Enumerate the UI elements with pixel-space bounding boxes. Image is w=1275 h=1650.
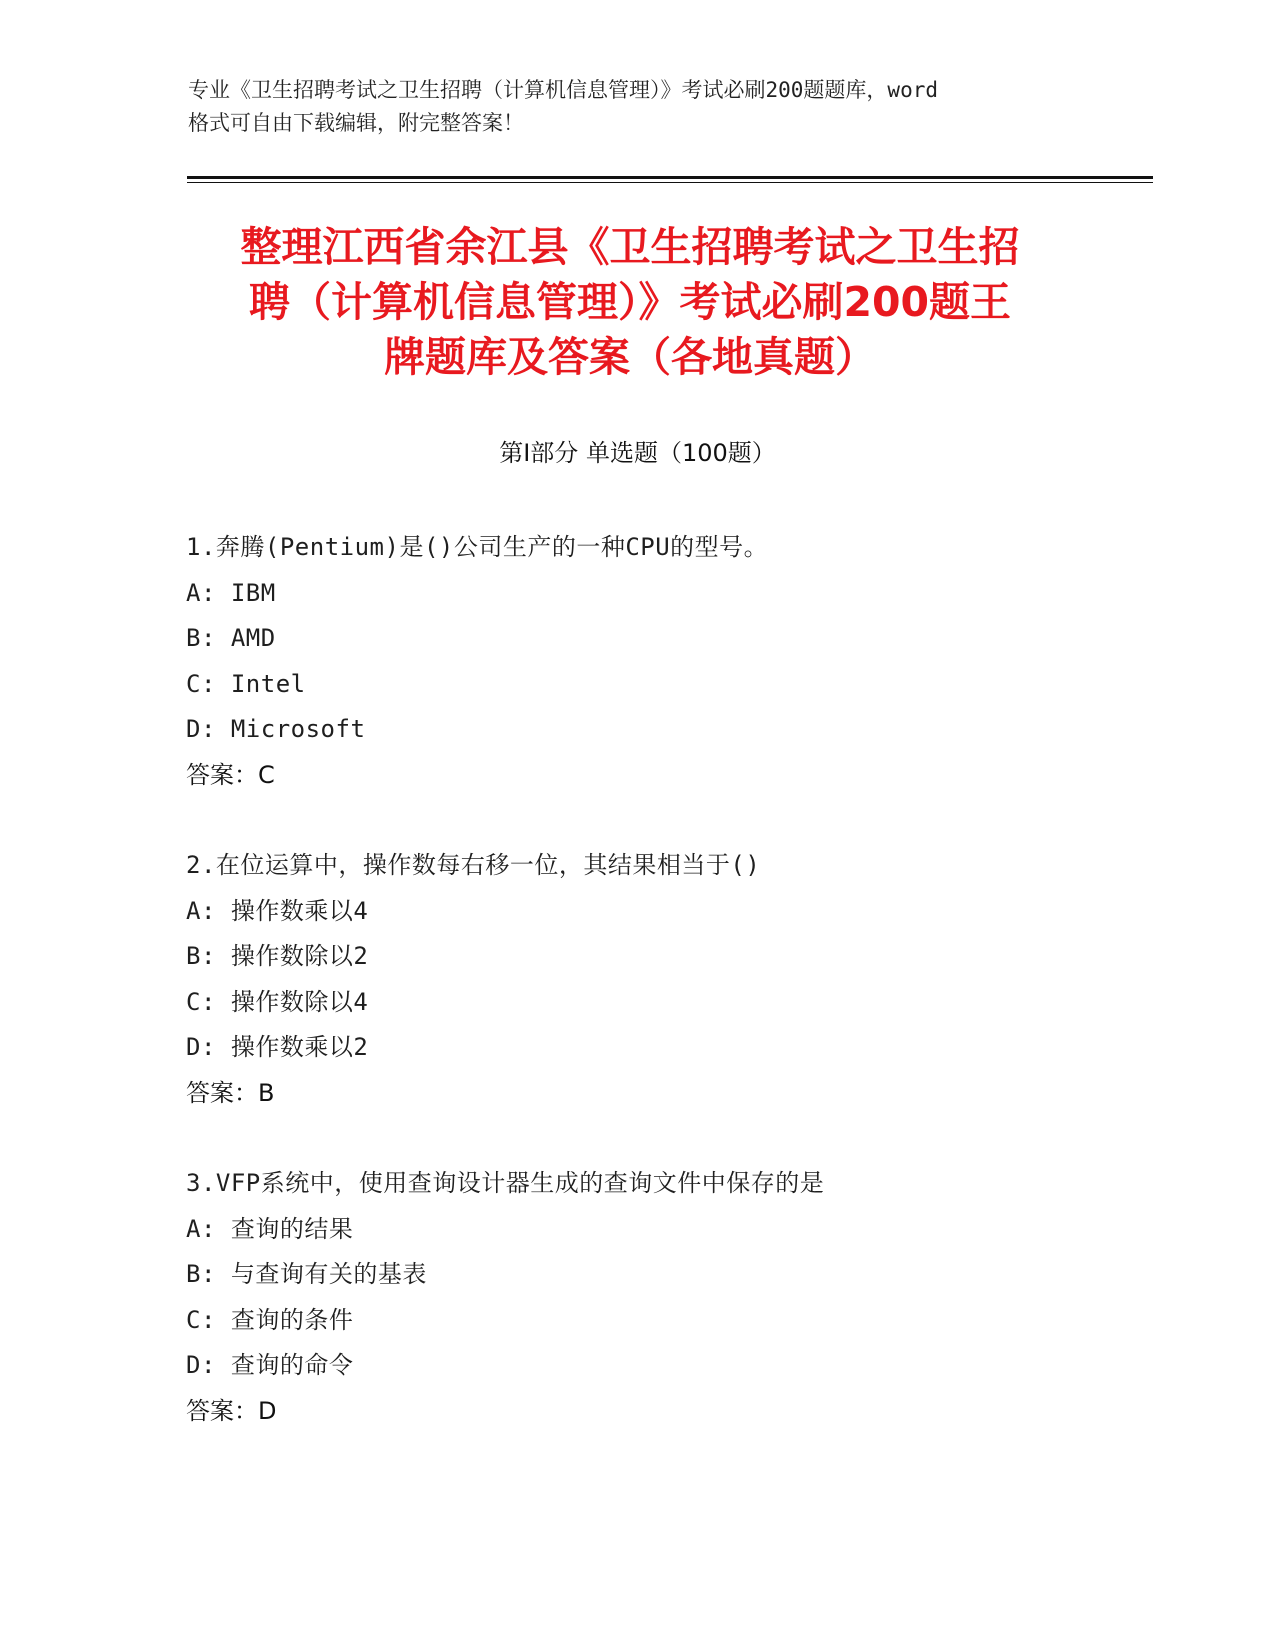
document-title-line-1: 整理江西省余江县《卫生招聘考试之卫生招 bbox=[240, 223, 1020, 271]
document-title-line-2: 聘（计算机信息管理）》考试必刷200题王 bbox=[248, 278, 1012, 326]
header-note-line-1: 专业《卫生招聘考试之卫生招聘（计算机信息管理）》考试必刷200题题库，word bbox=[188, 78, 938, 102]
question-2 bbox=[186, 843, 1136, 1116]
answer: 答案：C bbox=[186, 760, 275, 789]
answer: 答案：D bbox=[186, 1396, 277, 1425]
question-stem: 2.在位运算中，操作数每右移一位，其结果相当于() bbox=[186, 851, 761, 879]
option-b: B: 与查询有关的基表 bbox=[186, 1260, 427, 1288]
option-a: A: 操作数乘以4 bbox=[186, 896, 369, 925]
header-note-line-2: 格式可自由下载编辑，附完整答案！ bbox=[188, 111, 524, 135]
option-b: B: AMD bbox=[186, 624, 276, 652]
question-3 bbox=[186, 1161, 1136, 1434]
section-title: 第Ⅰ部分 单选题（100题） bbox=[499, 439, 776, 467]
option-c: C: 操作数除以4 bbox=[186, 987, 369, 1016]
option-d: D: Microsoft bbox=[186, 715, 366, 743]
header-note bbox=[188, 74, 1088, 140]
header-rule-thick bbox=[187, 176, 1153, 179]
question-stem: 3.VFP系统中，使用查询设计器生成的查询文件中保存的是 bbox=[186, 1169, 825, 1197]
document-title bbox=[190, 220, 1070, 385]
question-1 bbox=[186, 525, 1136, 798]
option-a: A: IBM bbox=[186, 578, 276, 607]
option-c: C: Intel bbox=[186, 669, 306, 698]
document-title-line-3: 牌题库及答案（各地真题） bbox=[384, 333, 876, 381]
option-d: D: 查询的命令 bbox=[186, 1351, 354, 1379]
option-c: C: 查询的条件 bbox=[186, 1305, 354, 1334]
question-stem: 1.奔腾(Pentium)是()公司生产的一种CPU的型号。 bbox=[186, 533, 769, 561]
option-a: A: 查询的结果 bbox=[186, 1214, 354, 1243]
option-b: B: 操作数除以2 bbox=[186, 942, 369, 970]
header-rule-thin bbox=[187, 182, 1153, 183]
answer: 答案：B bbox=[186, 1078, 275, 1107]
option-d: D: 操作数乘以2 bbox=[186, 1033, 369, 1061]
